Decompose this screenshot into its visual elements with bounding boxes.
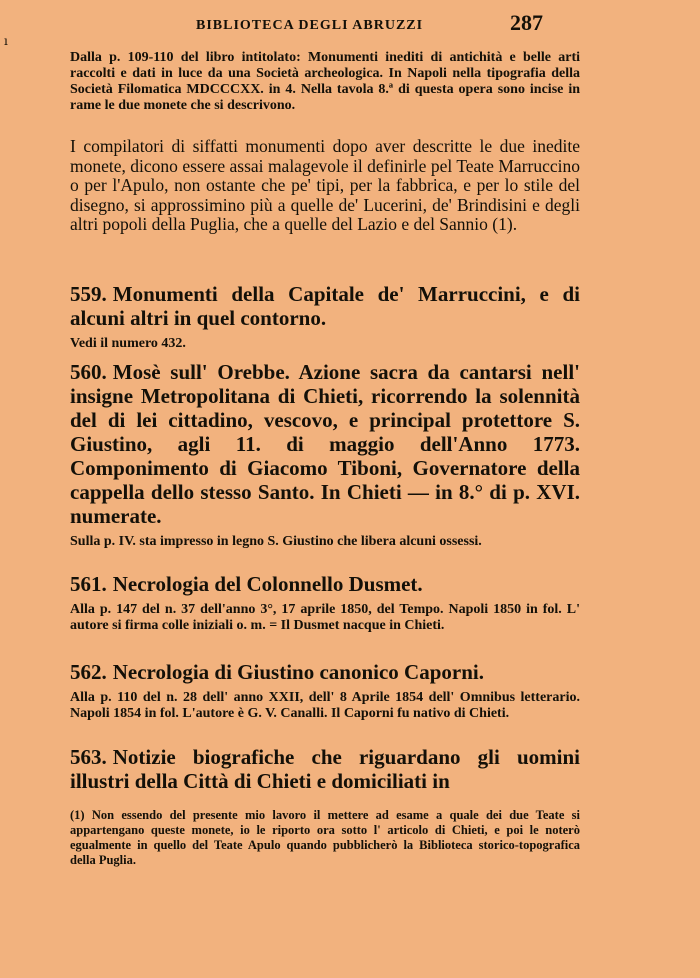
entry-number: 559. xyxy=(70,282,107,306)
entry-number: 563. xyxy=(70,745,107,769)
entry-561 xyxy=(70,572,580,634)
entry-number: 561. xyxy=(70,572,107,596)
intro-note-text: Dalla p. 109-110 del libro intitolato: Monumenti inediti di antichità e belle arti raccolti e dati in luce da una Società archeologica. In Napoli nella tipografia della Società Filomatica MDCCCXX. in 4. Nella tavola 8.ª di questa opera sono incise in rame le due monete che si descrivono. xyxy=(70,50,580,113)
intro-note xyxy=(70,50,580,114)
entry-title xyxy=(70,660,580,684)
intro-body-text: I compilatori di siffatti monumenti dopo aver descritte le due inedite monete, dicono essere assai malagevole il definirle pel Teate Marruccino o per l'Apulo, non ostante che pe' tipi, per la fabbrica, e per lo stile del disegno, si approssimino più a quelle de' Lucerini, de' Brindisini e degli altri popoli della Puglia, che a quelle del Lazio e del Sannio (1). xyxy=(70,136,580,234)
entry-560 xyxy=(70,360,580,550)
entry-note: Alla p. 147 del n. 37 dell'anno 3°, 17 aprile 1850, del Tempo. Napoli 1850 in fol. L' autore si firma colle iniziali o. m. = Il Dusmet nacque in Chieti. xyxy=(70,602,580,633)
entry-559 xyxy=(70,282,580,352)
entry-title xyxy=(70,282,580,330)
entry-note: Vedi il numero 432. xyxy=(70,336,186,351)
entry-title xyxy=(70,360,580,528)
footnote xyxy=(70,808,580,868)
entry-number: 560. xyxy=(70,360,107,384)
footnote-text: (1) Non essendo del presente mio lavoro il mettere ad esame a quale dei due Teate si appartengano queste monete, io le riporto ora sotto l' articolo di Chieti, e poi le noterò egualmente in quello del Teate Apulo quando pubblicherò la Biblioteca storico-topografica della Puglia. xyxy=(70,808,580,867)
entry-number: 562. xyxy=(70,660,107,684)
entry-title-text: Necrologia di Giustino canonico Caporni. xyxy=(112,660,484,684)
margin-mark: ı xyxy=(4,34,8,48)
entry-562 xyxy=(70,660,580,722)
entry-title-text: Mosè sull' Orebbe. Azione sacra da cantarsi nell' insigne Metropolitana di Chieti, ricorrendo la solennità del di lei cittadino, vescovo, e principal protettore S. Giustino, agli 11. di maggio dell'Anno 1773. Componimento di Giacomo Tiboni, Governatore della cappella dello stesso Santo. In Chieti — in 8.° di p. XVI. numerate. xyxy=(70,360,580,528)
entry-title-text: Monumenti della Capitale de' Marruccini, e di alcuni altri in quel contorno. xyxy=(70,282,580,330)
entry-title xyxy=(70,745,580,793)
intro-body xyxy=(70,137,580,235)
page-number: 287 xyxy=(510,10,543,35)
entry-title xyxy=(70,572,580,596)
entry-563 xyxy=(70,745,580,793)
entry-title-text: Necrologia del Colonnello Dusmet. xyxy=(112,572,423,596)
entry-title-text: Notizie biografiche che riguardano gli uomini illustri della Città di Chieti e domiciliati in xyxy=(70,745,580,793)
entry-note: Sulla p. IV. sta impresso in legno S. Giustino che libera alcuni ossessi. xyxy=(70,534,482,549)
running-title: BIBLIOTECA DEGLI ABRUZZI xyxy=(196,18,424,33)
entry-note: Alla p. 110 del n. 28 dell' anno XXII, dell' 8 Aprile 1854 dell' Omnibus letterario. Napoli 1854 in fol. L'autore è G. V. Canalli. Il Caporni fu nativo di Chieti. xyxy=(70,690,580,721)
